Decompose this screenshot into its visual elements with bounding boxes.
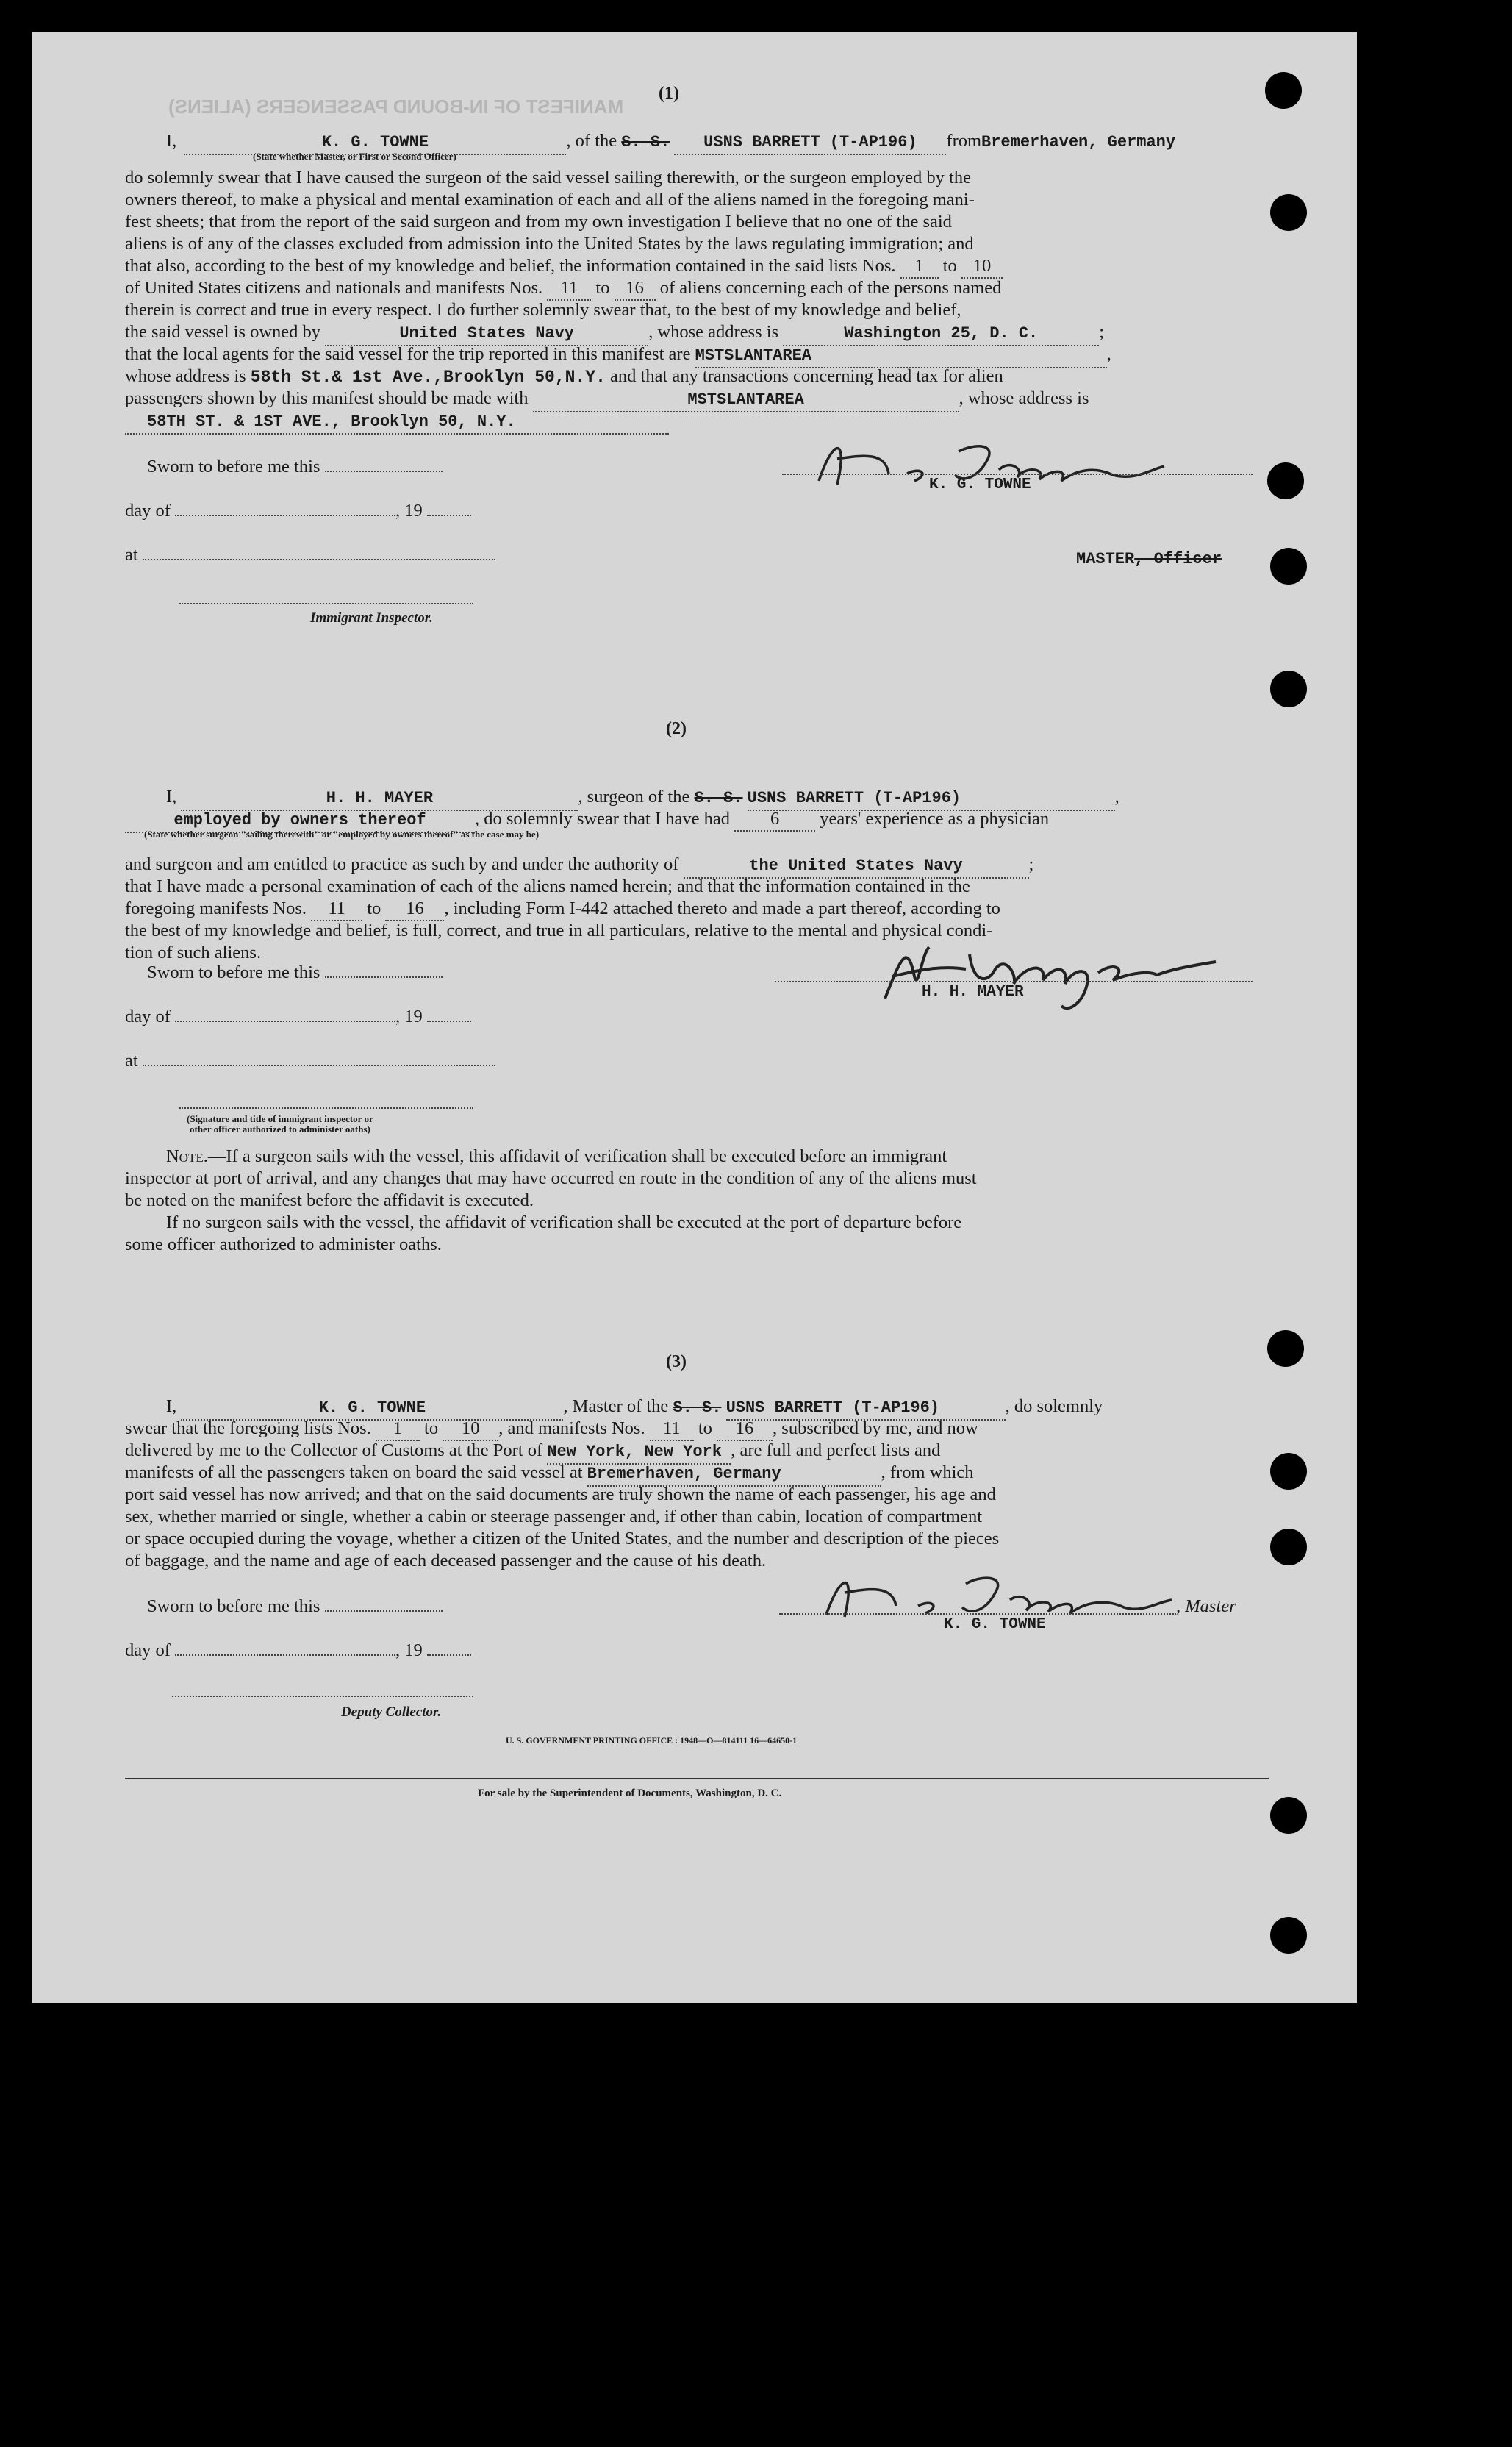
signature-caption: other officer authorized to administer oaths) [190,1124,370,1135]
affidavit3-line-lists: swear that the foregoing lists Nos. 1 to 10 , and manifests Nos. 11 to 16 , subscribed by me, and now [125,1418,978,1441]
affidavit2-line: tion of such aliens. [125,943,262,962]
agent-address-field: 58th St.& 1st Ave.,Brooklyn 50,N.Y. [250,368,606,387]
binder-hole-icon [1270,1529,1307,1565]
binder-hole-icon [1270,194,1307,231]
surgeon-name-field: H. H. MAYER [181,787,578,811]
affidavit2-line-authority: and surgeon and am entitled to practice as such by and under the authority of the United States Navy ; [125,854,1033,879]
note-line: Note.—If a surgeon sails with the vessel, this affidavit of verification shall be executed before an immigrant [166,1146,947,1166]
head-tax-address-field: 58TH ST. & 1ST AVE., Brooklyn 50, N.Y. [125,411,669,435]
sworn-label: Sworn to before me this [147,1596,443,1618]
affidavit2-line-manifests: foregoing manifests Nos. 11 to 16 , including Form I-442 attached thereto and made a part thereof, according to [125,898,1000,921]
day-of-label: day of , 19 [125,500,471,522]
affidavit2-line: that I have made a personal examination of each of the aliens named herein; and that the information contained in the [125,876,970,896]
affidavit3-line: sex, whether married or single, whether a cabin or steerage passenger and, if other than cabin, location of compartment [125,1507,983,1526]
affidavit1-line-agent-address: whose address is 58th St.& 1st Ave.,Brooklyn 50,N.Y. and that any transactions concerning head tax for alien [125,366,1003,387]
affidavit1-line-lists: that also, according to the best of my knowledge and belief, the information contained in the said lists Nos. 1 to 10 [125,255,1003,279]
note-line: If no surgeon sails with the vessel, the affidavit of verification shall be executed at the port of departure before [166,1212,962,1232]
affidavit3-line-port: delivered by me to the Collector of Customs at the Port of New York, New York , are full and perfect lists and [125,1440,940,1465]
affidavit3-line-master: I, K. G. TOWNE , Master of the S. S. USNS BARRETT (T-AP196) , do solemnly [166,1396,1103,1421]
affidavit1-line: owners thereof, to make a physical and mental examination of each and all of the aliens named in the foregoing mani- [125,190,975,210]
inspector-signature-line [179,1107,473,1109]
binder-hole-icon [1270,1453,1307,1490]
note-line: be noted on the manifest before the affidavit is executed. [125,1190,534,1210]
binder-hole-icon [1270,1797,1307,1834]
affidavit1-line-owner: the said vessel is owned by United States Navy , whose address is Washington 25, D. C. ; [125,321,1104,346]
title-line-1: MASTER, Officer [1076,550,1222,568]
affidavit1-line: fest sheets; that from the report of the said surgeon and from my own investigation I believe that no one of the said [125,212,952,232]
binder-hole-icon [1270,548,1307,585]
affidavit3-line: or space occupied during the voyage, whether a citizen of the United States, and the number and description of the pieces [125,1529,1000,1548]
authority-field: the United States Navy [684,855,1029,879]
affidavit1-line-head-tax-address [125,410,669,435]
signature-caption: (Signature and title of immigrant inspector or [187,1113,373,1124]
agents-field: MSTSLANTAREA [695,345,1107,368]
master-label: , Master [1176,1596,1236,1616]
day-of-label: day of , 19 [125,1006,471,1028]
binder-hole-icon [1265,72,1302,109]
binder-hole-icon [1267,462,1304,499]
employment-caption: (State whether surgeon "sailing therewith" or "employed by owners thereof" as the case may be) [144,829,540,840]
affidavit3-line: of baggage, and the name and age of each deceased passenger and the cause of his death. [125,1551,767,1571]
document-page [32,32,1357,2003]
note-line: some officer authorized to administer oaths. [125,1235,442,1254]
signature-line-3: K. G. TOWNE [779,1613,1176,1615]
section-3-heading: (3) [666,1352,687,1371]
owner-field: United States Navy [325,323,648,346]
at-label: at [125,544,495,566]
binder-hole-icon [1270,671,1307,707]
employment-field: employed by owners thereof [125,810,475,833]
affidavit3-line-departure: manifests of all the passengers taken on board the said vessel at Bremerhaven, Germany , from which [125,1462,974,1487]
bleed-through-header: MANIFEST OF IN-BOUND PASSENGERS (ALIENS) [168,96,624,118]
printing-office-line: U. S. GOVERNMENT PRINTING OFFICE : 1948—O—814111 16—64650-1 [506,1735,798,1746]
affidavit1-line-officer: I, K. G. TOWNE , of the S. S. USNS BARRETT (T-AP196) fromBremerhaven, Germany [166,130,1175,155]
sworn-label: Sworn to before me this [147,456,443,478]
affidavit3-line: port said vessel has now arrived; and that on the said documents are truly shown the name of each passenger, his age and [125,1485,996,1504]
sworn-label: Sworn to before me this [147,962,443,984]
affidavit2-line-employed: employed by owners thereof , do solemnly swear that I have had 6 years' experience as a physician [125,808,1049,833]
master-name-field: K. G. TOWNE [181,1397,563,1421]
affidavit1-line-head-tax: passengers shown by this manifest should be made with MSTSLANTAREA , whose address is [125,387,1089,412]
section-2-heading: (2) [666,719,687,738]
signature-mayer [878,932,1230,1021]
note-line: inspector at port of arrival, and any changes that may have occurred en route in the condition of any of the aliens must [125,1168,977,1188]
signature-line-1: K. G. TOWNE [782,474,1253,475]
section-1-heading: (1) [659,84,679,103]
affidavit1-line-manifests: of United States citizens and nationals and manifests Nos. 11 to 16 of aliens concerning each of the persons named [125,277,1001,301]
for-sale-line: For sale by the Superintendent of Documents, Washington, D. C. [478,1787,782,1799]
affidavit1-line: do solemnly swear that I have caused the surgeon of the said vessel sailing therewith, or the surgeon employed by the [125,168,971,187]
inspector-caption: Immigrant Inspector. [310,610,433,626]
affidavit1-line: therein is correct and true in every respect. I do further solemnly swear that, to the best of my knowledge and belief, [125,300,961,320]
vessel-field: USNS BARRETT (T-AP196) [748,787,1115,811]
vessel-field: USNS BARRETT (T-AP196) [726,1397,1006,1421]
owner-address-field: Washington 25, D. C. [783,323,1099,346]
affidavit2-line: the best of my knowledge and belief, is full, correct, and true in all particulars, relative to the mental and physical condi- [125,921,993,940]
day-of-label: day of , 19 [125,1640,471,1662]
footer-rule [125,1778,1269,1779]
arrival-port-field: New York, New York [547,1441,731,1465]
departure-port-field: Bremerhaven, Germany [587,1463,881,1487]
at-label: at [125,1050,495,1072]
officer-name-field: K. G. TOWNE [184,132,566,155]
signature-towne-3 [811,1562,1179,1621]
inspector-signature-line [179,603,473,604]
deputy-signature-line [172,1696,473,1697]
officer-caption: (State whether Master, or First or Second Officer) [253,151,456,162]
affidavit1-line-agents: that the local agents for the said vessel for the trip reported in this manifest are MSTSLANTAREA , [125,343,1111,368]
binder-hole-icon [1267,1330,1304,1367]
signature-line-2: H. H. MAYER [775,981,1253,982]
affidavit2-line-surgeon: I, H. H. MAYER , surgeon of the S. S. USNS BARRETT (T-AP196) , [166,786,1119,811]
affidavit1-line: aliens is of any of the classes excluded from admission into the United States by the laws regulating immigration; and [125,234,974,254]
head-tax-agent-field: MSTSLANTAREA [533,389,959,412]
deputy-caption: Deputy Collector. [341,1704,442,1720]
binder-hole-icon [1270,1917,1307,1954]
departure-port: Bremerhaven, Germany [981,133,1176,151]
vessel-field: USNS BARRETT (T-AP196) [674,132,946,155]
